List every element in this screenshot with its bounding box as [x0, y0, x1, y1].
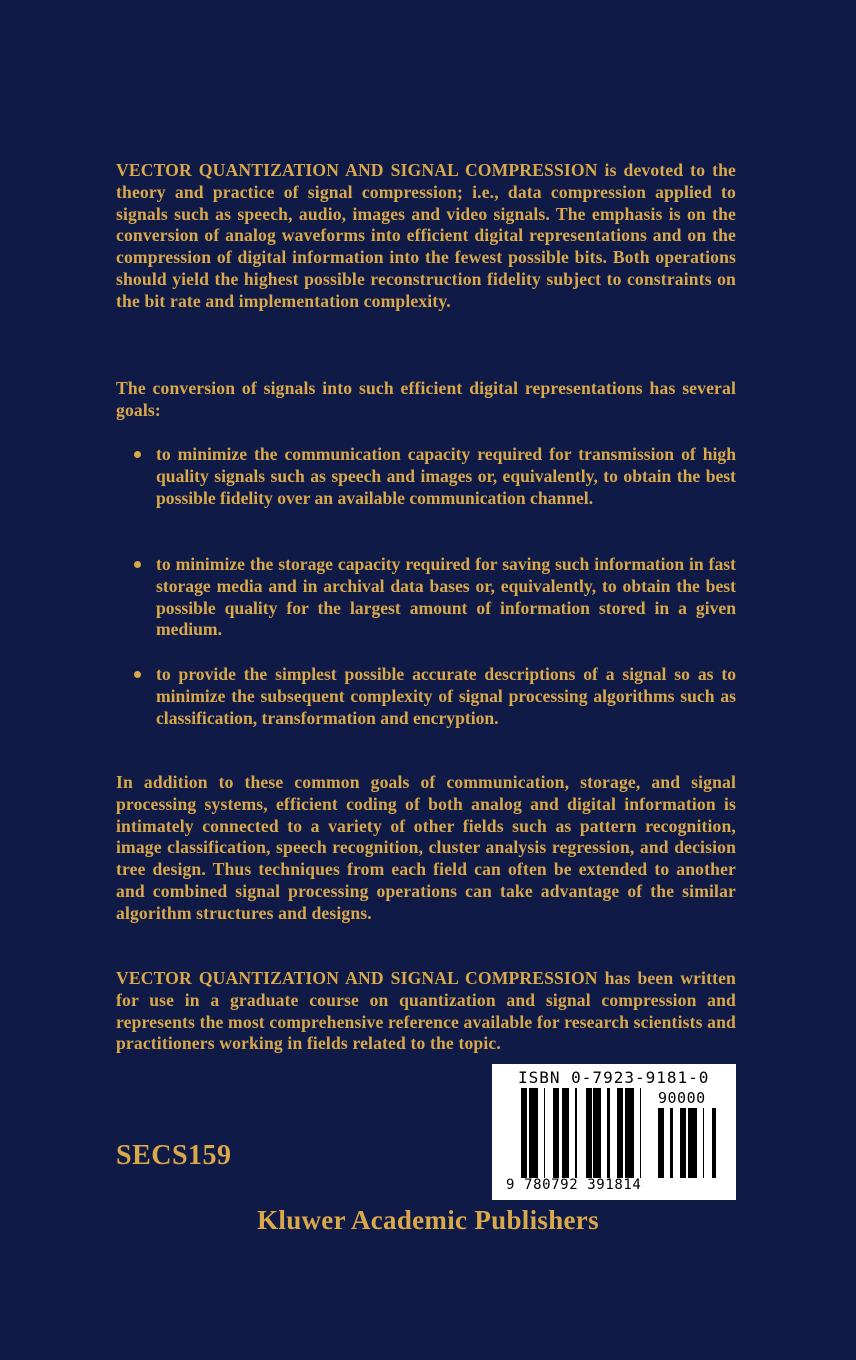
barcode-bar: [593, 1088, 595, 1178]
barcode-bar: [685, 1108, 686, 1178]
barcode-bar: [586, 1088, 587, 1178]
barcode-bar: [533, 1088, 535, 1178]
barcode-bar: [535, 1088, 538, 1178]
barcode-bar: [599, 1088, 601, 1178]
barcode-bar: [712, 1108, 715, 1178]
barcode-bar: [521, 1088, 523, 1178]
addon-bars: [658, 1108, 718, 1178]
barcode-bar: [694, 1108, 697, 1178]
barcode-bar: [682, 1108, 685, 1178]
description-paragraph-2: The conversion of signals into such efficient digital representations has several goals:: [116, 378, 736, 420]
barcode-bar: [556, 1088, 557, 1178]
barcode-bar: [589, 1088, 592, 1178]
barcode-bar: [688, 1108, 691, 1178]
barcode-bar: [565, 1088, 568, 1178]
description-paragraph-3: In addition to these common goals of communication, storage, and signal processing systems, efficient coding of both analog and digital information is intimately connected to a variety of other fields such as pattern recognition, image classification, speech recognition, cluster analysis regression, and decision tree design. Thus techniques from each field can often be extended to another and combined signal processing operations can take advantage of the similar algorithm structures and designs.: [116, 772, 736, 923]
barcode-bar: [629, 1088, 631, 1178]
goal-item: [156, 664, 736, 729]
bullet-icon: [134, 671, 141, 678]
publisher-name: Kluwer Academic Publishers: [257, 1205, 599, 1235]
barcode-bar: [622, 1088, 623, 1178]
barcode-bar: [562, 1088, 563, 1178]
barcode-bar: [619, 1088, 622, 1178]
barcode-bar: [625, 1088, 628, 1178]
barcode-bar: [692, 1108, 694, 1178]
barcode-bar: [715, 1108, 716, 1178]
barcode-bar: [544, 1088, 545, 1178]
barcode-bar: [661, 1108, 662, 1178]
barcode-bar: [703, 1108, 704, 1178]
barcode-bar: [670, 1108, 673, 1178]
barcode-bar: [640, 1088, 641, 1178]
description-paragraph-4: VECTOR QUANTIZATION AND SIGNAL COMPRESSION has been written for use in a graduate course on quantization and signal compression and represents the most comprehensive reference available for research scientists and practitioners working in fields related to the topic.: [116, 968, 736, 1054]
isbn-label: ISBN 0-7923-9181-0: [518, 1068, 710, 1087]
barcode-bar: [628, 1088, 629, 1178]
barcode-bar: [607, 1088, 610, 1178]
barcode-bar: [529, 1088, 532, 1178]
barcode-bar: [563, 1088, 565, 1178]
barcode-bar: [532, 1088, 533, 1178]
barcode-bar: [691, 1108, 692, 1178]
barcode-bar: [526, 1088, 527, 1178]
price-code: 90000: [658, 1089, 706, 1107]
barcode-bar: [587, 1088, 589, 1178]
bullet-icon: [134, 561, 141, 568]
goal-item: [156, 554, 736, 641]
barcode-bar: [575, 1088, 577, 1178]
series-code: SECS159: [116, 1140, 232, 1171]
barcode-bar: [568, 1088, 569, 1178]
barcode-bar: [553, 1088, 556, 1178]
barcode-bar: [523, 1088, 526, 1178]
ean-bars: [520, 1088, 644, 1178]
barcode-bar: [658, 1108, 661, 1178]
isbn-barcode: [492, 1064, 736, 1200]
barcode-bar: [595, 1088, 598, 1178]
barcode-bar: [557, 1088, 559, 1178]
barcode-bar: [631, 1088, 634, 1178]
barcode-bar: [617, 1088, 619, 1178]
barcode-bar: [662, 1108, 664, 1178]
bullet-icon: [134, 451, 141, 458]
barcode-bar: [680, 1108, 682, 1178]
goal-text: to minimize the communication capacity required for transmission of high quality signals such as speech and images or, equivalently, to obtain the best possible fidelity over an available communication channel.: [156, 444, 736, 508]
barcode-bar: [598, 1088, 599, 1178]
goal-item: [156, 444, 736, 509]
description-paragraph-1: VECTOR QUANTIZATION AND SIGNAL COMPRESSION is devoted to the theory and practice of signal compression; i.e., data compression applied to signals such as speech, audio, images and video signals. The emphasis is on the conversion of analog waveforms into efficient digital representations and on the compression of digital information into the fewest possible bits. Both operations should yield the highest possible reconstruction fidelity subject to constraints on the bit rate and implementation complexity.: [116, 160, 736, 311]
goal-text: to minimize the storage capacity required for saving such information in fast storage media and in archival data bases or, equivalently, to obtain the best possible quality for the largest amount of information stored in a given medium.: [156, 554, 736, 640]
goal-text: to provide the simplest possible accurate descriptions of a signal so as to minimize the subsequent complexity of signal processing algorithms such as classification, transformation and encryption.: [156, 664, 736, 728]
ean-number: 9 780792 391814: [506, 1177, 642, 1193]
